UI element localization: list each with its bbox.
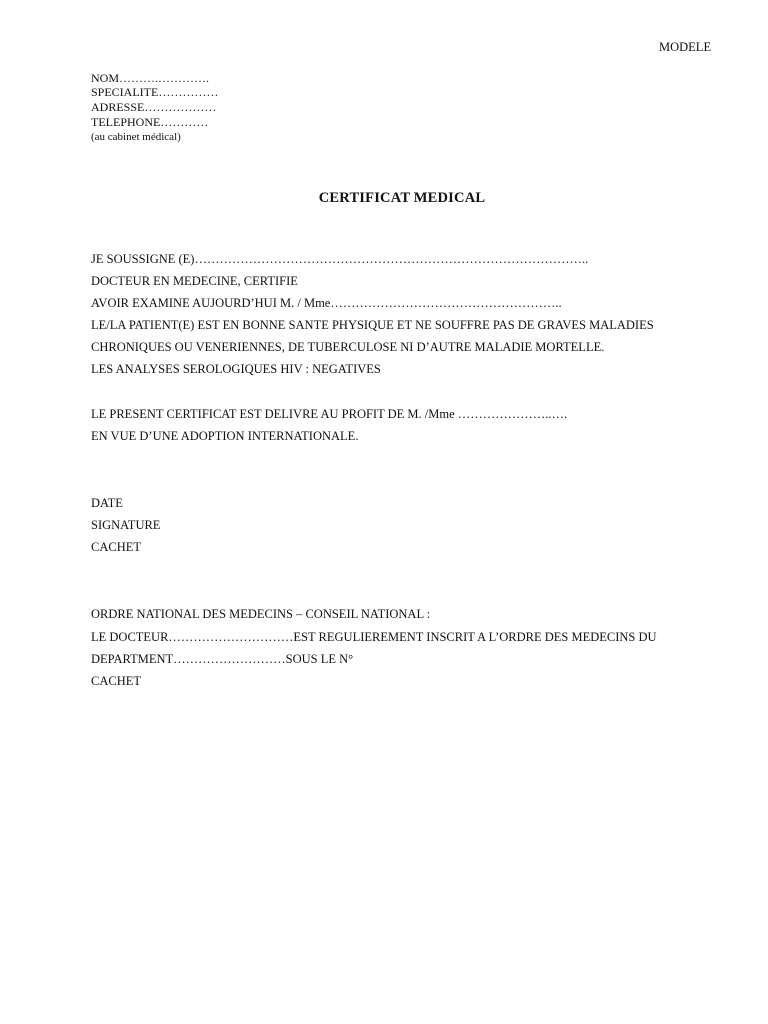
hiv-line: LES ANALYSES SEROLOGIQUES HIV : NEGATIVES	[91, 362, 381, 376]
specialite-field: SPECIALITE……………	[91, 85, 219, 99]
ordre-cachet-label: CACHET	[91, 674, 141, 688]
adresse-field: ADRESSE………………	[91, 100, 217, 114]
ordre-docteur-line: LE DOCTEUR…………………………EST REGULIEREMENT INSCRIT A L’ORDRE DES MEDECINS DU	[91, 630, 657, 644]
document-title: CERTIFICAT MEDICAL	[318, 190, 486, 206]
maladies-line: CHRONIQUES OU VENERIENNES, DE TUBERCULOSE NI D’AUTRE MALADIE MORTELLE.	[91, 340, 605, 354]
soussigne-line: JE SOUSSIGNE (E)…………………………………………………………………………………..	[91, 252, 589, 266]
ordre-department-line: DEPARTMENT………………………SOUS LE N°	[91, 652, 354, 666]
date-label: DATE	[91, 496, 123, 510]
adoption-line: EN VUE D’UNE ADOPTION INTERNATIONALE.	[91, 429, 359, 443]
cabinet-note: (au cabinet médical)	[91, 131, 181, 143]
profit-line: LE PRESENT CERTIFICAT EST DELIVRE AU PROFIT DE M. /Mme …………………..….	[91, 407, 568, 421]
modele-label: MODELE	[659, 40, 712, 54]
sante-line: LE/LA PATIENT(E) EST EN BONNE SANTE PHYSIQUE ET NE SOUFFRE PAS DE GRAVES MALADIES	[91, 318, 654, 332]
cachet-label: CACHET	[91, 540, 141, 554]
docteur-line: DOCTEUR EN MEDECINE, CERTIFIE	[91, 274, 298, 288]
ordre-title: ORDRE NATIONAL DES MEDECINS – CONSEIL NATIONAL :	[91, 607, 431, 621]
examine-line: AVOIR EXAMINE AUJOURD’HUI M. / Mme………………………………………………..	[91, 296, 562, 310]
signature-label: SIGNATURE	[91, 518, 161, 532]
telephone-field: TELEPHONE…………	[91, 115, 209, 129]
nom-field: NOM……….………….	[91, 71, 210, 85]
